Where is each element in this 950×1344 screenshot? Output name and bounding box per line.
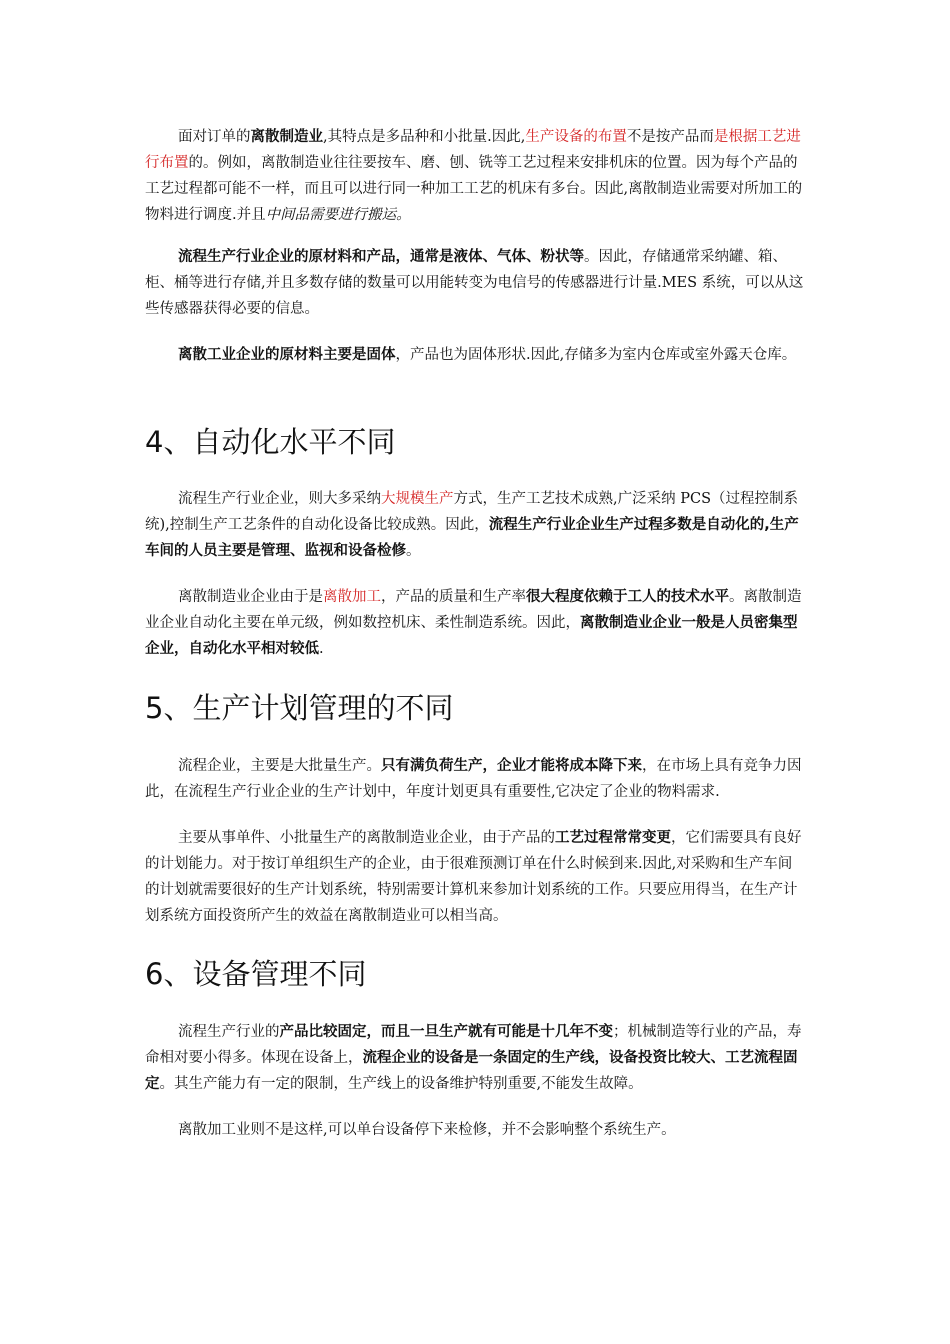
text: 面对订单的 xyxy=(178,129,251,145)
text: 离散制造业企业由于是 xyxy=(178,589,323,605)
text: 主要从事单件、小批量生产的离散制造业企业，由于产品的 xyxy=(178,830,555,846)
section-heading-5: 5、生产计划管理的不同 xyxy=(145,691,454,725)
bold-text: 流程生产行业企业的原材料和产品，通常是液体、气体、粉状等 xyxy=(178,249,584,265)
text: ，它们需要具有良好的计划能力。对于按订单组织生产的企业，由于很难预测订单在什么时候到来.因此,对采购和生产车间的计划就需要很好的生产计划系统，特别需要计算机来参加计划系统的工作。只要应用得当，在生产计划系统方面投资所产生的效益在离散制造业可以相当高。 xyxy=(145,830,802,924)
red-text: 大规模生产 xyxy=(381,491,454,507)
text: ,其特点是多品种和小批量.因此, xyxy=(323,129,526,145)
bold-text: 离散工业企业的原材料主要是固体 xyxy=(178,347,396,363)
text: 流程企业，主要是大批量生产。 xyxy=(178,758,381,774)
bold-text: 流程企业的设备是一条固定的生产线，设备投资比较大、工艺流程固定 xyxy=(145,1050,798,1092)
text: 。离散制造业企业自动化主要在单元级，例如数控机床、柔性制造系统。因此， xyxy=(145,589,802,631)
text: 。其生产能力有一定的限制，生产线上的设备维护特别重要,不能发生故障。 xyxy=(159,1076,643,1092)
text: 的。例如，离散制造业往往要按车、磨、刨、铣等工艺过程来安排机床的位置。因为每个产品的工艺过程都可能不一样，而且可以进行同一种加工工艺的机床有多台。因此,离散制造业需要对所加工的物料进行调度.并且 xyxy=(145,155,803,223)
paragraph-discrete-planning xyxy=(145,825,805,929)
text: ；机械制造等行业的产品，寿命相对要小得多。体现在设备上， xyxy=(145,1024,802,1066)
paragraph-process-equipment xyxy=(145,1019,805,1097)
text: ，产品的质量和生产率 xyxy=(381,589,526,605)
paragraph-discrete-layout xyxy=(145,124,805,228)
paragraph-discrete-automation xyxy=(145,584,805,662)
section-heading-4: 4、自动化水平不同 xyxy=(145,425,396,459)
text: 流程生产行业的 xyxy=(178,1024,280,1040)
text: ，在市场上具有竞争力因此，在流程生产行业企业的生产计划中，年度计划更具有重要性,它决定了企业的物料需求. xyxy=(145,758,802,800)
bold-text: 流程生产行业企业生产过程多数是自动化的,生产车间的人员主要是管理、监视和设备检修 xyxy=(145,517,799,559)
text: 。 xyxy=(406,543,421,559)
paragraph-process-storage xyxy=(145,244,805,322)
paragraph-process-automation xyxy=(145,486,805,564)
text: 。因此，存储通常采纳罐、箱、柜、桶等进行存储,并且多数存储的数量可以用能转变为电信号的传感器进行计量.MES 系统，可以从这些传感器获得必要的信息。 xyxy=(145,249,804,317)
text: 不是按产品而 xyxy=(626,129,714,145)
bold-text: 只有满负荷生产，企业才能将成本降下来 xyxy=(381,758,642,774)
paragraph-process-planning xyxy=(145,753,805,805)
red-text: 生产设备的布置 xyxy=(525,129,627,145)
red-text: 是根据工艺进行布置 xyxy=(145,129,801,171)
paragraph-discrete-storage xyxy=(145,342,805,368)
bold-text: 离散制造业企业一般是人员密集型企业，自动化水平相对较低 xyxy=(145,615,798,657)
bold-text: 离散制造业 xyxy=(250,129,323,145)
italic-text: 中间品需要进行搬运。 xyxy=(265,207,411,223)
text: 流程生产行业企业，则大多采纳 xyxy=(178,491,381,507)
text: ，产品也为固体形状.因此,存储多为室内仓库或室外露天仓库。 xyxy=(395,347,797,363)
section-heading-6: 6、设备管理不同 xyxy=(145,957,367,991)
red-text: 离散加工 xyxy=(323,589,381,605)
bold-text: 很大程度依赖于工人的技术水平 xyxy=(526,589,729,605)
text: 离散加工业则不是这样,可以单台设备停下来检修，并不会影响整个系统生产。 xyxy=(178,1122,676,1138)
bold-text: 产品比较固定，而且一旦生产就有可能是十几年不变 xyxy=(279,1024,613,1040)
text: 方式，生产工艺技术成熟,广泛采纳 PCS（过程控制系统),控制生产工艺条件的自动化设备比较成熟。因此， xyxy=(145,491,799,533)
paragraph-discrete-equipment xyxy=(145,1117,805,1143)
bold-text: 工艺过程常常变更 xyxy=(555,830,671,846)
text: . xyxy=(319,641,324,657)
